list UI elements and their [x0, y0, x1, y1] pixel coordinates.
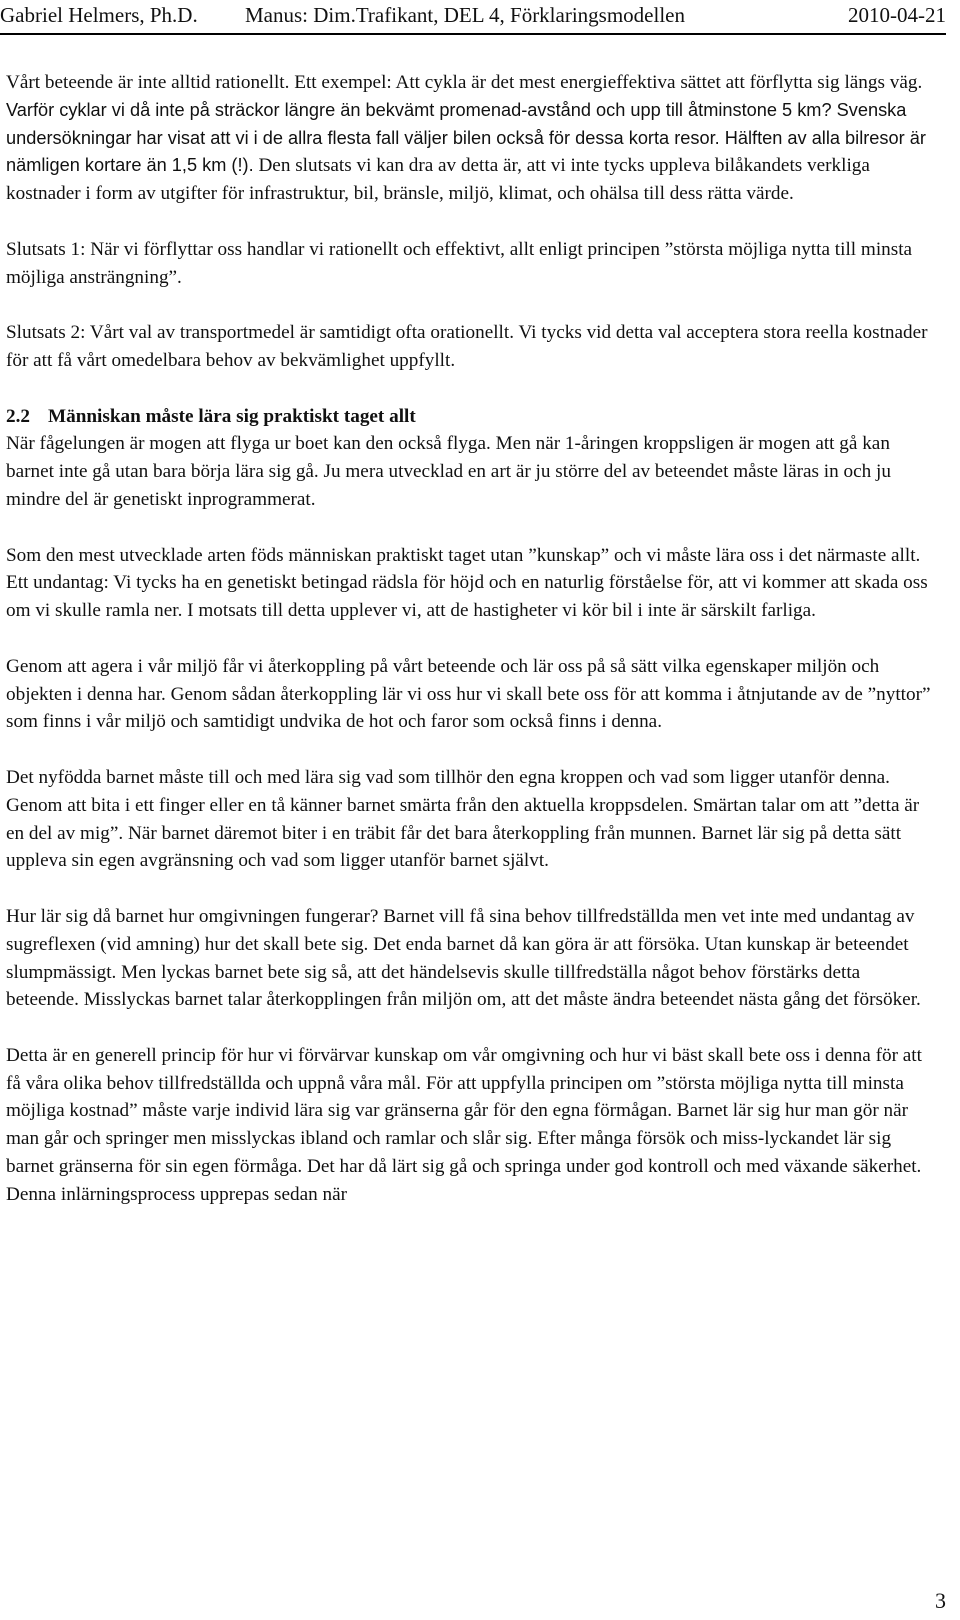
- paragraph: Som den mest utvecklade arten föds människan praktiskt taget utan ”kunskap” och vi måste lära oss i det närmaste allt. Ett undantag: Vi tycks ha en genetiskt betingad rädsla för höjd och en naturlig förståelse för, att vi kommer att skada oss om vi skulle ramla ner. I motsats till detta upplever vi, att de hastigheter vi kör bil i inte är särskilt farliga.: [6, 544, 928, 622]
- conclusion-1: Slutsats 1: När vi förflyttar oss handlar vi rationellt och effektivt, allt enligt principen ”största möjliga nytta till minsta möjliga ansträngning”.: [6, 238, 913, 288]
- section-number: 2.2: [6, 405, 30, 427]
- section-title: Människan måste lära sig praktiskt taget allt: [48, 405, 416, 427]
- paragraph: Genom att agera i vår miljö får vi återkoppling på vårt beteende och lär oss på så sätt vilka egenskaper miljön och objekten i denna har. Genom sådan återkoppling lär vi oss hur vi skall bete oss för att komma i åtnjutande av de ”nyttor” som finns i vår miljö och samtidigt undvika de hot och faror som också finns i denna.: [6, 655, 931, 733]
- paragraph: Detta är en generell princip för hur vi förvärvar kunskap om vår omgivning och hur vi bäst skall bete oss i denna för att få våra olika behov tillfredställda och uppnå våra mål. För att uppfylla principen om ”största möjliga nytta till minsta möjliga kostnad” måste varje individ lära sig var gränserna går för den egna förmågan. Barnet lär sig hur man gör när man går och springer men misslyckas ibland och ramlar och slår sig. Efter många försök och miss-lyckandet lär sig barnet gränserna för sin egen förmåga. Det har då lärt sig gå och springa under god kontroll och med växande säkerhet. Denna inlärningsprocess upprepas sedan när: [6, 1044, 922, 1205]
- header-author: Gabriel Helmers, Ph.D.: [0, 3, 198, 27]
- paragraph-intro-sans: Varför cyklar vi då inte på sträckor längre än bekvämt promenad-avstånd och upp till åtminstone 5 km? Svenska undersökningar har visat att vi i de allra flesta fall väljer bilen också för dessa korta resor. Hälften av alla bilresor är nämligen kortare än 1,5 km (!).: [6, 99, 926, 176]
- paragraph-intro: [6, 69, 931, 208]
- header-manuscript: Manus: Dim.Trafikant, DEL 4, Förklaringsmodellen: [245, 3, 685, 27]
- header-divider: [0, 33, 946, 35]
- paragraph: När fågelungen är mogen att flyga ur boet kan den också flyga. Men när 1-åringen kroppsligen är mogen att gå kan barnet inte gå utan bara börja lära sig gå. Ju mera utvecklad en art är ju större del av beteendet måste läras in och ju mindre del är genetiskt inprogrammerat.: [6, 433, 891, 510]
- paragraph-intro-serif-b: Den slutsats vi kan dra av detta är, att vi inte tycks uppleva bilåkandets verkliga kostnader i form av utgifter för infrastruktur, bil, bränsle, miljö, klimat, och ohälsa till dess rätta värde.: [6, 155, 870, 205]
- paragraph: Det nyfödda barnet måste till och med lära sig vad som tillhör den egna kroppen och vad som ligger utanför denna. Genom att bita i ett finger eller en tå känner barnet smärta från den aktuella kroppsdelen. Smärtan talar om att ”detta är en del av mig”. När barnet däremot biter i en träbit får det bara återkoppling från munnen. Barnet lär sig på detta sätt uppleva sin egen avgränsning och vad som ligger utanför barnet självt.: [6, 766, 920, 872]
- paragraph-intro-serif-a: Vårt beteende är inte alltid rationellt. Ett exempel: Att cykla är det mest energieffektiva sättet att förflytta sig längs väg.: [6, 72, 923, 93]
- conclusion-2: Slutsats 2: Vårt val av transportmedel är samtidigt ofta orationellt. Vi tycks vid detta val acceptera stora reella kostnader för att få vårt omedelbara behov av bekvämlighet uppfyllt.: [6, 322, 928, 371]
- document-body: [6, 69, 931, 1236]
- paragraph: Hur lär sig då barnet hur omgivningen fungerar? Barnet vill få sina behov tillfredställda men vet inte med undantag av sugreflexen (vid amning) hur det skall bete sig. Det enda barnet då kan göra är att försöka. Utan kunskap är beteendet slumpmässigt. Men lyckas barnet bete sig så, att det händelsevis skulle tillfredställa något behov förstärks detta beteende. Misslyckas barnet talar återkopplingen från miljön om, att det måste ändra beteendet nästa gång det försöker.: [6, 905, 921, 1011]
- page-number: 3: [935, 1588, 946, 1613]
- page-header: [0, 2, 946, 32]
- header-date: 2010-04-21: [848, 3, 946, 27]
- section-heading: [6, 403, 931, 431]
